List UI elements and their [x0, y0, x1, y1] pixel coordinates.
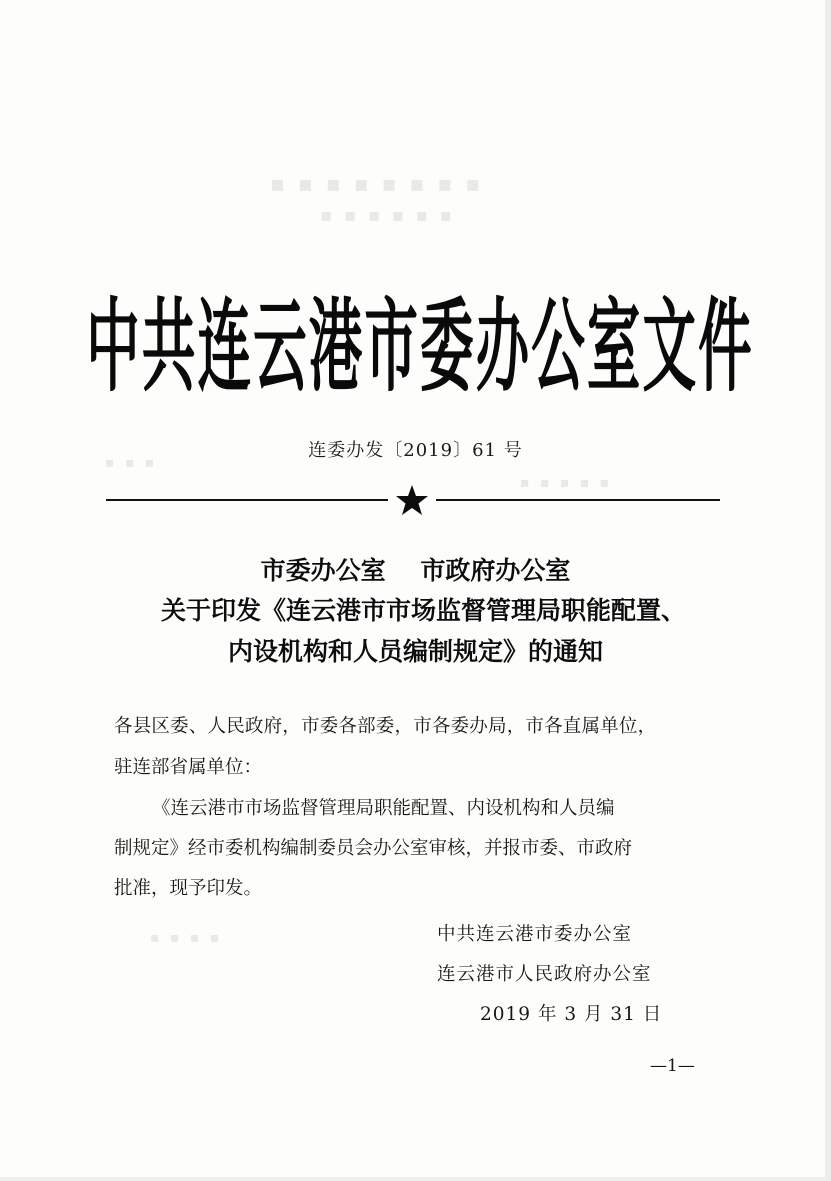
- body-paragraph-line-2: 制规定》经市委机构编制委员会办公室审核，并报市委、市政府: [114, 838, 633, 859]
- recipients-line-1: 各县区委、人民政府，市委各部委，市各委办局，市各直属单位，: [114, 716, 657, 737]
- document-number: 连委办发〔2019〕61 号: [308, 440, 523, 461]
- divider-line-right: [436, 499, 720, 501]
- recipients-line-2: 驻连部省属单位：: [114, 757, 263, 778]
- show-through-mark: ▪ ▪ ▪ ▪ ▪ ▪: [320, 205, 455, 226]
- body-paragraph-line-1: 《连云港市市场监督管理局职能配置、内设机构和人员编: [152, 798, 615, 819]
- page-number: —1—: [650, 1056, 695, 1076]
- body-paragraph-line-3: 批准，现予印发。: [114, 878, 263, 899]
- signature-date: 2019 年 3 月 31 日: [480, 1004, 663, 1025]
- star-icon: [395, 484, 429, 516]
- signature-issuer-2: 连云港市人民政府办公室: [437, 964, 652, 985]
- signature-issuer-1: 中共连云港市委办公室: [437, 924, 633, 945]
- show-through-mark: ▪ ▪ ▪: [105, 455, 158, 471]
- notice-title-line-2: 关于印发《连云港市市场监督管理局职能配置、: [160, 596, 686, 625]
- masthead-text: 中共连云港市委办公室文件: [86, 289, 754, 407]
- notice-title-line-3: 内设机构和人员编制规定》的通知: [227, 637, 603, 666]
- show-through-mark: ▪ ▪ ▪ ▪ ▪ ▪ ▪ ▪: [270, 172, 484, 197]
- divider-line-left: [106, 499, 388, 501]
- show-through-mark: ▪ ▪ ▪ ▪: [150, 930, 223, 946]
- show-through-mark: ▪ ▪ ▪ ▪ ▪: [520, 475, 613, 491]
- document-masthead: [86, 272, 754, 407]
- notice-title-line-1: 市委办公室 市政府办公室: [260, 556, 571, 585]
